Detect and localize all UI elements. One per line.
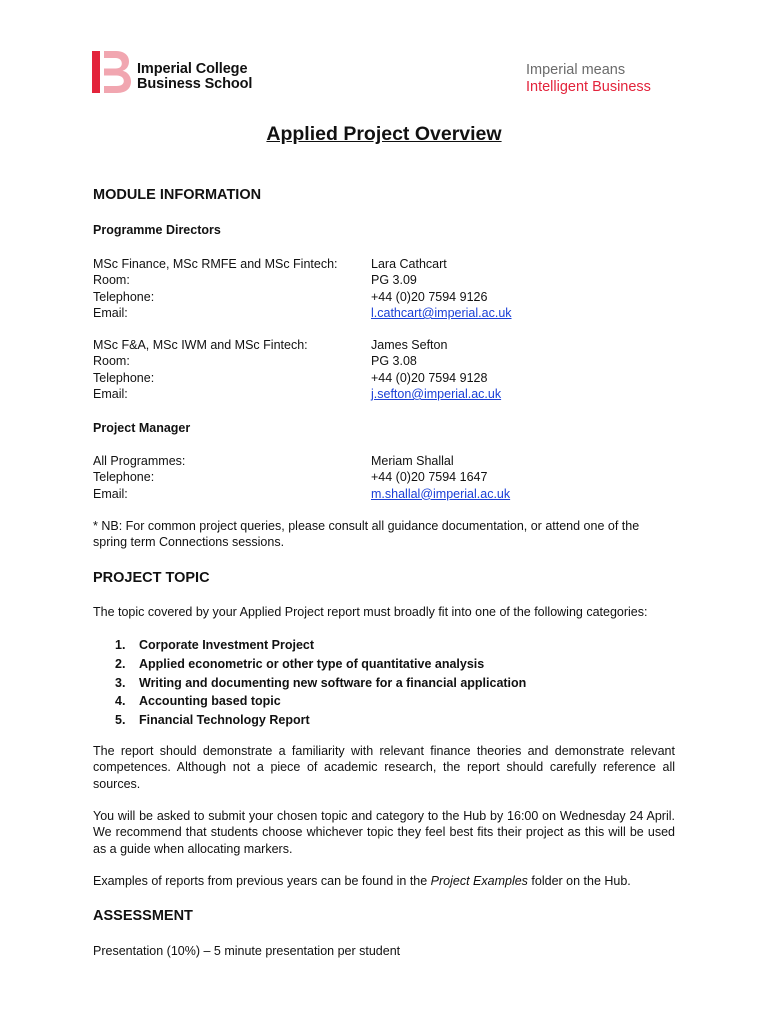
contact-label: Email: bbox=[93, 486, 128, 501]
project-topic-heading: PROJECT TOPIC bbox=[93, 570, 210, 586]
list-text: Applied econometric or other type of quantitative analysis bbox=[139, 656, 485, 671]
contact-row bbox=[93, 370, 693, 386]
contact-row bbox=[93, 305, 693, 321]
contact-label: MSc Finance, MSc RMFE and MSc Fintech: bbox=[93, 257, 338, 271]
contact-value: James Sefton bbox=[371, 338, 448, 352]
logo-wordmark bbox=[137, 62, 252, 92]
contact-value: +44 (0)20 7594 9128 bbox=[371, 370, 488, 385]
contact-row bbox=[93, 453, 693, 469]
list-number: 4. bbox=[115, 694, 126, 709]
contact-row bbox=[93, 289, 693, 305]
tagline-line-1: Imperial means bbox=[526, 62, 626, 78]
contact-value: Lara Cathcart bbox=[371, 257, 447, 271]
para-text: Examples of reports from previous years can be found in the bbox=[93, 874, 431, 888]
logo-line-1: Imperial College bbox=[137, 61, 248, 77]
topic-intro: The topic covered by your Applied Project report must broadly fit into one of the following categories: bbox=[93, 605, 648, 619]
topic-paragraph-3 bbox=[93, 873, 675, 889]
project-examples-folder-name: Project Examples bbox=[430, 874, 528, 888]
list-number: 2. bbox=[115, 656, 126, 671]
contact-label: Telephone: bbox=[93, 470, 155, 485]
list-number: 5. bbox=[115, 713, 126, 728]
contact-value: +44 (0)20 7594 9126 bbox=[371, 289, 488, 304]
contact-row bbox=[93, 272, 693, 288]
contact-label: Telephone: bbox=[93, 289, 155, 304]
contact-value: PG 3.08 bbox=[371, 354, 417, 369]
module-information-heading: MODULE INFORMATION bbox=[93, 187, 262, 203]
contact-value: Meriam Shallal bbox=[371, 454, 454, 468]
list-text: Accounting based topic bbox=[139, 694, 281, 709]
contact-row bbox=[93, 386, 693, 402]
tagline bbox=[526, 62, 651, 95]
contact-row bbox=[93, 337, 693, 353]
para-text: folder on the Hub. bbox=[527, 874, 631, 888]
contact-label: Email: bbox=[93, 386, 128, 401]
assessment-heading: ASSESSMENT bbox=[93, 908, 193, 924]
contact-row bbox=[93, 353, 693, 369]
contact-label: MSc F&A, MSc IWM and MSc Fintech: bbox=[93, 338, 308, 352]
contact-label: Room: bbox=[93, 273, 130, 288]
list-text: Financial Technology Report bbox=[139, 713, 310, 728]
director-2-contact bbox=[93, 337, 693, 402]
assessment-line-1: Presentation (10%) – 5 minute presentation per student bbox=[93, 944, 401, 958]
contact-row bbox=[93, 469, 693, 485]
nb-note: * NB: For common project queries, please consult all guidance documentation, or attend one of the spring term Connections sessions. bbox=[93, 519, 640, 550]
email-link-sefton[interactable]: j.sefton@imperial.ac.uk bbox=[371, 386, 502, 401]
list-text: Writing and documenting new software for a financial application bbox=[139, 675, 527, 690]
topic-paragraph-2: You will be asked to submit your chosen topic and category to the Hub by 16:00 on Wednesday 24 April. We recommend that students choose whichever topic they feel best fits their project as this will be used as a guide when allocating markers. bbox=[93, 809, 675, 856]
topic-paragraph-1: The report should demonstrate a familiarity with relevant finance theories and demonstrate relevant competences. Although not a piece of academic research, the report should carefully reference all sources. bbox=[93, 744, 675, 791]
logo-line-2: Business School bbox=[137, 76, 253, 92]
page-title: Applied Project Overview bbox=[266, 123, 502, 145]
contact-label: Telephone: bbox=[93, 370, 155, 385]
contact-value: +44 (0)20 7594 1647 bbox=[371, 470, 488, 485]
list-number: 3. bbox=[115, 675, 126, 690]
director-1-contact bbox=[93, 256, 693, 321]
list-text: Corporate Investment Project bbox=[139, 638, 315, 652]
contact-label: Room: bbox=[93, 354, 130, 369]
list-number: 1. bbox=[115, 638, 126, 652]
contact-value: PG 3.09 bbox=[371, 273, 417, 288]
programme-directors-heading: Programme Directors bbox=[93, 223, 221, 237]
contact-row bbox=[93, 486, 693, 502]
contact-label: All Programmes: bbox=[93, 454, 186, 468]
tagline-line-2: Intelligent Business bbox=[526, 78, 651, 95]
email-link-shallal[interactable]: m.shallal@imperial.ac.uk bbox=[371, 486, 511, 501]
email-link-cathcart[interactable]: l.cathcart@imperial.ac.uk bbox=[371, 305, 512, 320]
imperial-b-logo-icon bbox=[92, 51, 132, 93]
contact-row bbox=[93, 256, 693, 272]
manager-contact bbox=[93, 453, 693, 502]
project-manager-heading: Project Manager bbox=[93, 421, 191, 435]
contact-label: Email: bbox=[93, 305, 128, 320]
